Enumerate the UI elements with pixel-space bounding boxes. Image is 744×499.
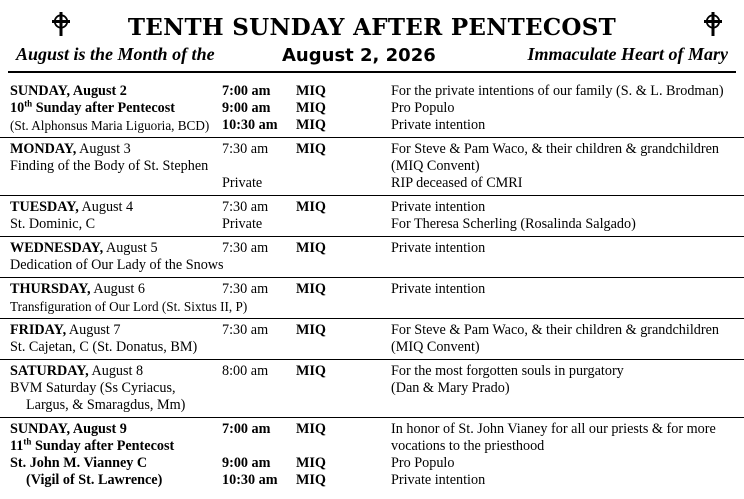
day-label <box>10 380 176 397</box>
schedule-day <box>0 83 744 137</box>
schedule-line <box>0 216 744 233</box>
feast-name: Sunday after Pentecost <box>32 100 175 116</box>
day-name: FRIDAY, <box>10 322 67 338</box>
mass-intention: In honor of St. John Vianey for all our priests & for more <box>391 421 716 437</box>
day-label <box>10 397 185 414</box>
schedule-day <box>0 236 744 277</box>
schedule-line <box>0 281 744 298</box>
schedule-line <box>0 421 744 438</box>
schedule-line <box>0 141 744 158</box>
day-detail: August 5 <box>103 240 158 256</box>
mass-location: MIQ <box>296 281 326 297</box>
day-name: 10 <box>10 100 25 116</box>
cross-icon <box>702 11 724 37</box>
page-title: TENTH SUNDAY AFTER PENTECOST <box>127 14 617 41</box>
day-label <box>10 472 162 489</box>
day-name: TUESDAY, <box>10 199 79 215</box>
day-label <box>10 455 147 472</box>
mass-location: MIQ <box>296 472 326 488</box>
mass-time: 10:30 am <box>222 117 278 133</box>
mass-intention: Private intention <box>391 472 486 488</box>
day-label <box>10 199 133 216</box>
mass-location: MIQ <box>296 363 326 379</box>
mass-intention: vocations to the priesthood <box>391 438 545 454</box>
mass-intention: For Steve & Pam Waco, & their children & grandchildren <box>391 141 719 157</box>
month-dedication-text: August is the Month of the <box>16 44 215 64</box>
day-detail: Dedication of Our Lady of the Snows <box>10 257 224 273</box>
day-detail: (St. Alphonsus Maria Liguoria, BCD) <box>10 118 210 133</box>
header-divider <box>8 71 736 73</box>
day-detail: Largus, & Smaragdus, Mm) <box>26 397 186 413</box>
day-name: St. John M. Vianney C <box>10 455 148 471</box>
bulletin-date: August 2, 2026 <box>282 45 436 66</box>
day-label <box>10 339 197 356</box>
mass-intention: (MIQ Convent) <box>391 339 480 355</box>
mass-intention: Private intention <box>391 281 486 297</box>
day-detail: St. Cajetan, C (St. Donatus, BM) <box>10 339 198 355</box>
day-label <box>10 298 247 315</box>
schedule-line <box>0 257 744 274</box>
mass-intention: RIP deceased of CMRI <box>391 175 523 191</box>
day-label <box>10 216 95 233</box>
mass-schedule <box>0 83 744 489</box>
schedule-line <box>0 175 744 192</box>
mass-location: MIQ <box>296 240 326 256</box>
schedule-line <box>0 339 744 356</box>
day-detail: August 7 <box>66 322 121 338</box>
mass-time: 7:30 am <box>222 240 269 256</box>
day-detail: August 6 <box>90 281 145 297</box>
day-detail: BVM Saturday (Ss Cyriacus, <box>10 380 176 396</box>
schedule-line <box>0 363 744 380</box>
day-label <box>10 322 121 339</box>
mass-intention: Private intention <box>391 240 486 256</box>
mass-intention: For the private intentions of our family (S. & L. Brodman) <box>391 83 724 99</box>
schedule-day <box>0 277 744 318</box>
mass-intention: Pro Populo <box>391 455 455 471</box>
schedule-line <box>0 199 744 216</box>
day-detail: August 3 <box>76 141 131 157</box>
day-detail: August 4 <box>78 199 134 215</box>
day-label <box>10 363 143 380</box>
day-label <box>10 141 131 158</box>
schedule-line <box>0 240 744 257</box>
mass-intention: (Dan & Mary Prado) <box>391 380 510 396</box>
day-name: SUNDAY, August 2 <box>10 83 127 99</box>
feast-name: Sunday after Pentecost <box>31 438 175 454</box>
mass-location: MIQ <box>296 100 326 116</box>
day-name: MONDAY, <box>10 141 77 157</box>
mass-location: MIQ <box>296 199 326 215</box>
mass-location: MIQ <box>296 322 326 338</box>
mass-location: MIQ <box>296 141 326 157</box>
mass-intention: Pro Populo <box>391 100 455 116</box>
schedule-line <box>0 472 744 489</box>
schedule-line <box>0 438 744 455</box>
day-name: (Vigil of St. Lawrence) <box>26 472 163 488</box>
mass-time: Private <box>222 216 263 232</box>
mass-location: MIQ <box>296 455 326 471</box>
mass-time: 7:30 am <box>222 322 269 338</box>
schedule-line <box>0 455 744 472</box>
schedule-line <box>0 158 744 175</box>
mass-intention: For Theresa Scherling (Rosalinda Salgado) <box>391 216 636 232</box>
mass-time: Private <box>222 175 263 191</box>
mass-time: 8:00 am <box>222 363 269 379</box>
mass-time: 7:00 am <box>222 421 271 437</box>
mass-time: 9:00 am <box>222 100 271 116</box>
day-label <box>10 281 145 298</box>
schedule-line <box>0 397 744 414</box>
day-detail: St. Dominic, C <box>10 216 96 232</box>
schedule-day <box>0 195 744 236</box>
day-name: WEDNESDAY, <box>10 240 104 256</box>
day-detail: Finding of the Body of St. Stephen <box>10 158 209 174</box>
day-name: SATURDAY, <box>10 363 89 379</box>
day-name: THURSDAY, <box>10 281 91 297</box>
day-label <box>10 240 158 257</box>
month-dedication-name: Immaculate Heart of Mary <box>527 44 728 64</box>
mass-intention: (MIQ Convent) <box>391 158 480 174</box>
mass-intention: Private intention <box>391 117 486 133</box>
mass-time: 7:00 am <box>222 83 271 99</box>
day-label <box>10 438 174 455</box>
mass-intention: Private intention <box>391 199 486 215</box>
day-detail: Transfiguration of Our Lord (St. Sixtus II, P) <box>10 299 248 314</box>
schedule-line <box>0 83 744 100</box>
schedule-line <box>0 298 744 315</box>
mass-intention: For Steve & Pam Waco, & their children & grandchildren <box>391 322 719 338</box>
day-label <box>10 158 208 175</box>
ordinal-suffix: th <box>24 98 33 109</box>
schedule-day <box>0 359 744 417</box>
mass-time: 9:00 am <box>222 455 271 471</box>
schedule-day <box>0 417 744 489</box>
bulletin-header <box>0 0 744 72</box>
schedule-day <box>0 318 744 359</box>
day-label <box>10 100 175 117</box>
mass-time: 7:30 am <box>222 141 269 157</box>
mass-location: MIQ <box>296 117 326 133</box>
day-name: SUNDAY, August 9 <box>10 421 127 437</box>
day-label <box>10 257 224 274</box>
day-detail: August 8 <box>88 363 144 379</box>
mass-location: MIQ <box>296 421 326 437</box>
day-name: 11 <box>10 438 24 454</box>
mass-intention: For the most forgotten souls in purgatory <box>391 363 624 379</box>
schedule-line <box>0 100 744 117</box>
schedule-line <box>0 380 744 397</box>
mass-time: 7:30 am <box>222 281 269 297</box>
mass-location: MIQ <box>296 83 326 99</box>
schedule-line <box>0 117 744 134</box>
mass-time: 7:30 am <box>222 199 269 215</box>
schedule-day <box>0 137 744 195</box>
schedule-line <box>0 322 744 339</box>
ordinal-suffix: th <box>23 436 32 447</box>
mass-time: 10:30 am <box>222 472 278 488</box>
day-label <box>10 117 209 134</box>
